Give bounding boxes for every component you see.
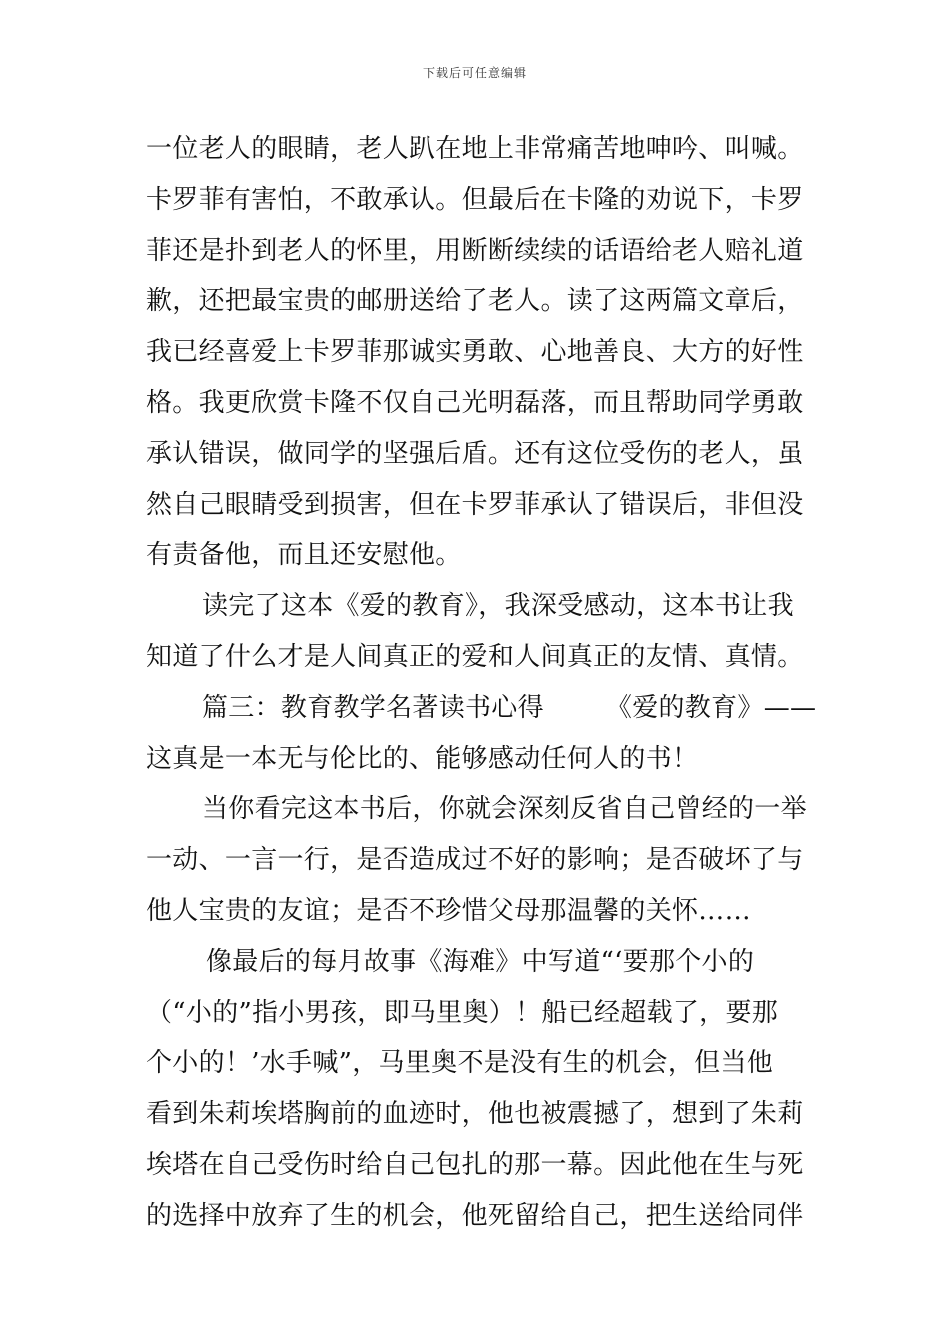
text-line: 知道了什么才是人间真正的爱和人间真正的友情、真情。 [146, 641, 804, 672]
text-line: 卡罗菲有害怕，不敢承认。但最后在卡隆的劝说下，卡罗 [146, 184, 804, 215]
text-line: 歉，还把最宝贵的邮册送给了老人。读了这两篇文章后， [146, 286, 804, 317]
page-header: 下载后可任意编辑 [422, 66, 527, 80]
text-line: 有责备他，而且还安慰他。 [146, 540, 462, 571]
text-line: 埃塔在自己受伤时给自己包扎的那一幕。因此他在生与死 [146, 1149, 804, 1180]
document-body [146, 124, 817, 1242]
text-line: 他人宝贵的友谊；是否不珍惜父母那温馨的关怀…… [146, 895, 751, 926]
text-line: 一动、一言一行，是否造成过不好的影响；是否破坏了与 [146, 845, 804, 876]
section-heading: 篇三：教育教学名著读书心得 [202, 692, 544, 723]
text-line: 一位老人的眼睛，老人趴在地上非常痛苦地呻吟、叫喊。 [146, 134, 804, 164]
text-line: 我已经喜爱上卡罗菲那诚实勇敢、心地善良、大方的好性 [146, 337, 804, 368]
text-line: 承认错误，做同学的坚强后盾。还有这位受伤的老人，虽 [146, 438, 804, 469]
paragraph-start-line: 当你看完这本书后，你就会深刻反省自己曾经的一举 [202, 794, 807, 825]
section-heading-line [146, 683, 817, 734]
text-line: 的选择中放弃了生的机会，他死留给自己，把生送给同伴 [146, 1200, 804, 1231]
text-line: （“小的”指小男孩，即马里奥）！船已经超载了，要那 [146, 997, 779, 1028]
text-line: 菲还是扑到老人的怀里，用断断续续的话语给老人赔礼道 [146, 235, 804, 266]
text-line: 格。我更欣赏卡隆不仅自己光明磊落，而且帮助同学勇敢 [146, 387, 804, 418]
text-line: 然自己眼睛受到损害，但在卡罗菲承认了错误后，非但没 [146, 489, 804, 520]
text-line: 这真是一本无与伦比的、能够感动任何人的书！ [146, 743, 699, 774]
text-line: 看到朱莉埃塔胸前的血迹时，他也被震撼了，想到了朱莉 [146, 1099, 804, 1130]
book-title: 《爱的教育》—— [605, 692, 817, 723]
paragraph-start-line: 像最后的每月故事《海难》中写道“‘要那个小的 [206, 946, 755, 977]
text-line: 个小的！’水手喊”，马里奥不是没有生的机会，但当他 [146, 1048, 774, 1079]
paragraph-start-line: 读完了这本《爱的教育》，我深受感动，这本书让我 [202, 591, 794, 622]
